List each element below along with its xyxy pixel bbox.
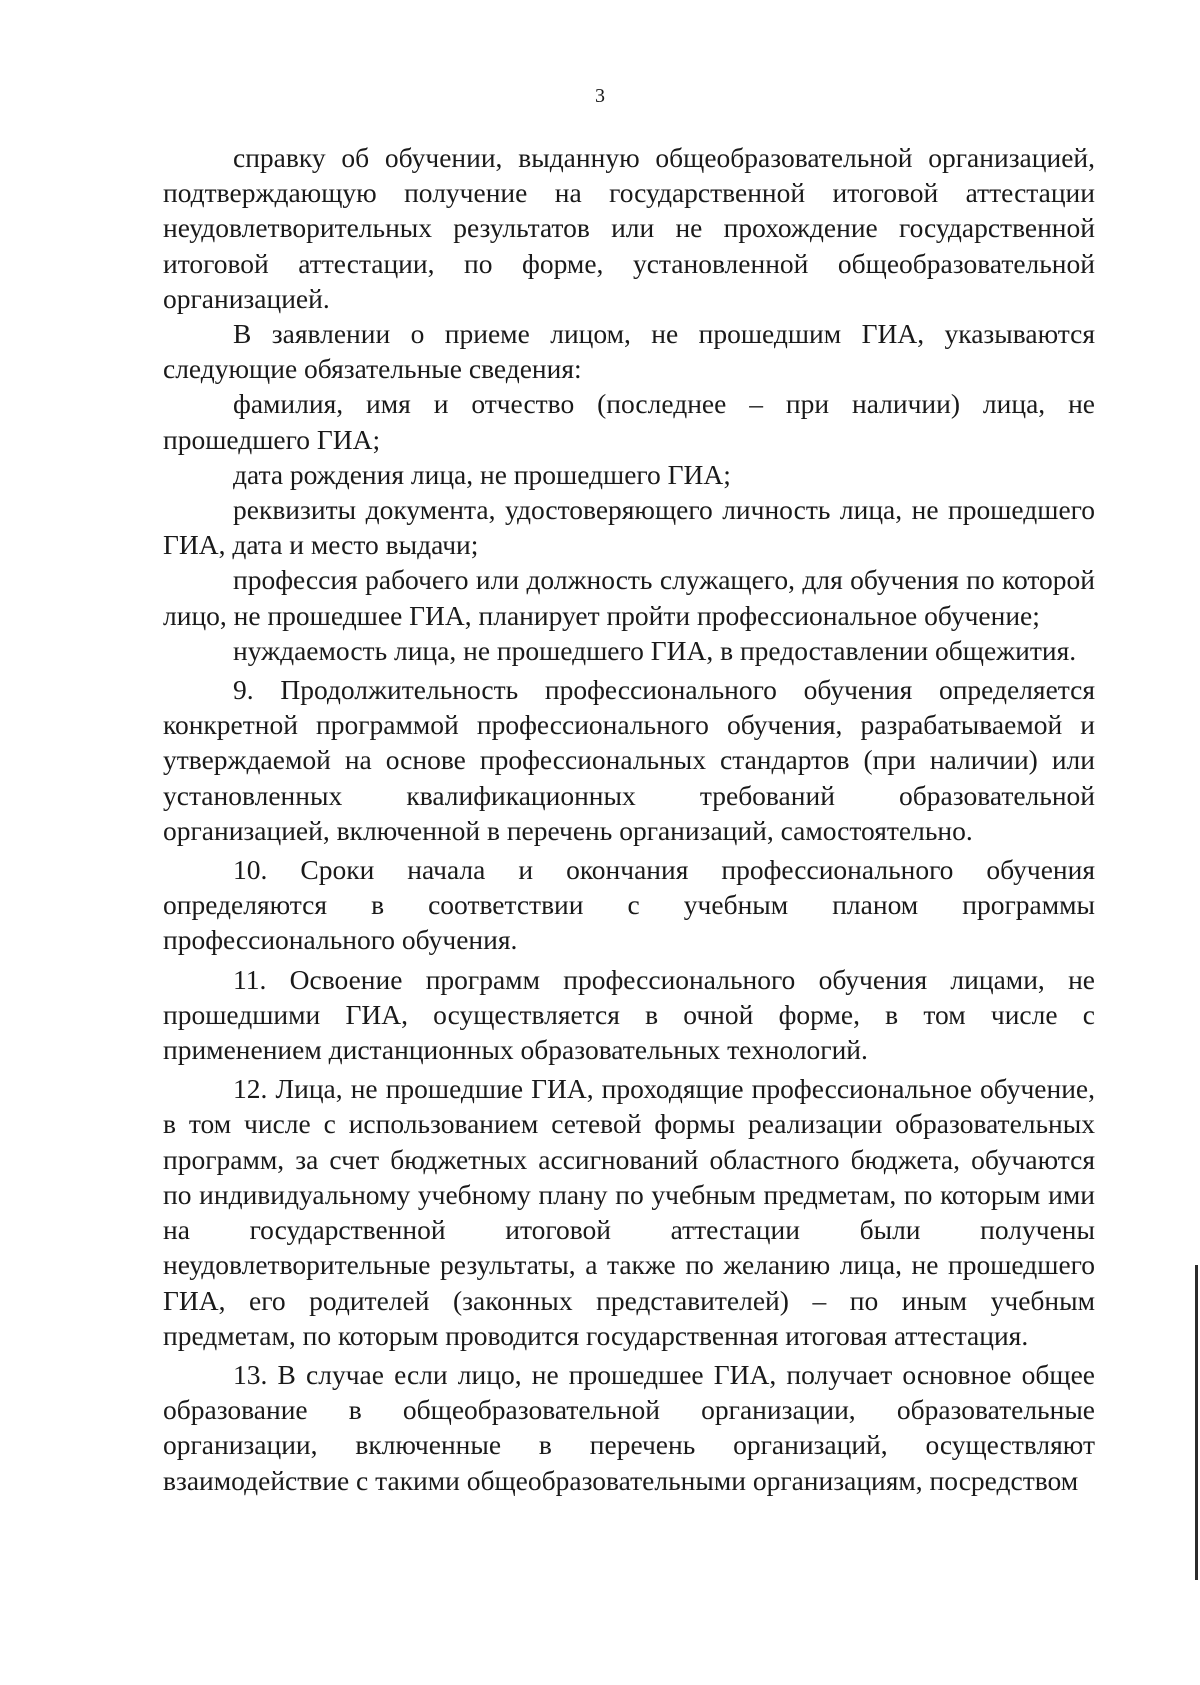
paragraph-application-intro: В заявлении о приеме лицом, не прошедшим ГИА, указываются следующие обязательные сведения:	[163, 318, 1095, 385]
scan-edge-mark	[1195, 1265, 1198, 1580]
paragraph-dormitory: нуждаемость лица, не прошедшего ГИА, в предоставлении общежития.	[233, 634, 1077, 666]
page-number: 3	[595, 85, 605, 107]
clause-11: 11. Освоение программ профессионального обучения лицами, не прошедшими ГИА, осуществляется в очной форме, в том числе с применением дистанционных образовательных технологий.	[163, 963, 1095, 1066]
paragraph-birth-date: дата рождения лица, не прошедшего ГИА;	[233, 458, 731, 490]
clause-9: 9. Продолжительность профессионального обучения определяется конкретной программой профессионального обучения, разрабатываемой и утверждаемой на основе профессиональных стандартов (при наличии) или установленных квалификационных требований образовательной организацией, включенной в перечень организаций, самостоятельно.	[163, 674, 1095, 846]
paragraph-certificate: справку об обучении, выданную общеобразовательной организацией, подтверждающую получение на государственной итоговой аттестации неудовлетворительных результатов или не прохождение государственной итоговой аттестации, по форме, установленной общеобразовательной организацией.	[163, 142, 1095, 314]
paragraph-identity-document: реквизиты документа, удостоверяющего личность лица, не прошедшего ГИА, дата и место выдачи;	[163, 494, 1095, 561]
document-body	[163, 140, 1095, 1498]
paragraph-profession: профессия рабочего или должность служащего, для обучения по которой лицо, не прошедшее ГИА, планирует пройти профессиональное обучение;	[163, 564, 1095, 631]
clause-10: 10. Сроки начала и окончания профессионального обучения определяются в соответствии с учебным планом программы профессионального обучения.	[163, 854, 1095, 956]
clause-13: 13. В случае если лицо, не прошедшее ГИА, получает основное общее образование в общеобразовательной организации, образовательные организации, включенные в перечень организаций, осуществляют взаимодействие с такими общеобразовательными организациям, посредством	[163, 1358, 1095, 1496]
paragraph-full-name: фамилия, имя и отчество (последнее – при наличии) лица, не прошедшего ГИА;	[163, 388, 1095, 455]
clause-12: 12. Лица, не прошедшие ГИА, проходящие профессиональное обучение, в том числе с использованием сетевой формы реализации образовательных программ, за счет бюджетных ассигнований областного бюджета, обучаются по индивидуальному учебному плану по учебным предметам, по которым ими на государственной итоговой аттестации были получены неудовлетворительные результаты, а также по желанию лица, не прошедшего ГИА, его родителей (законных представителей) – по иным учебным предметам, по которым проводится государственная итоговая аттестация.	[163, 1073, 1095, 1351]
